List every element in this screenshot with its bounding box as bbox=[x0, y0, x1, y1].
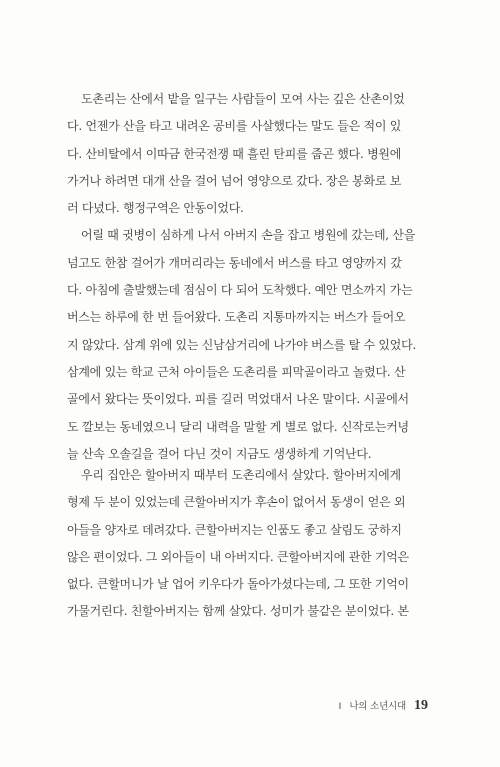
text-line: 않은 편이었다. 그 외아들이 내 아버지다. 큰할아버지에 관한 기억은 bbox=[67, 549, 409, 564]
text-line: 아들을 양자로 데려갔다. 큰할아버지는 인품도 좋고 살림도 궁하지 bbox=[67, 522, 402, 537]
text-line: 늘 산속 오솔길을 걸어 다닌 것이 지금도 생생하게 기억난다. bbox=[67, 446, 372, 461]
text-line: 다. 언젠가 산을 타고 내려온 공비를 사살했다는 말도 들은 적이 있 bbox=[67, 119, 402, 134]
footer-separator: I bbox=[338, 702, 342, 712]
text-line: 다. 아침에 출발했는데 점심이 다 되어 도착했다. 예안 면소까지 가는 bbox=[67, 283, 413, 298]
text-line: 어릴 때 귓병이 심하게 나서 아버지 손을 잡고 병원에 갔는데, 산을 bbox=[81, 228, 416, 243]
text-line: 형제 두 분이 있었는데 큰할아버지가 후손이 없어서 동생이 얻은 외 bbox=[67, 495, 406, 510]
text-line: 골에서 왔다는 뜻이었다. 피를 길러 먹었대서 나온 말이다. 시골에서 bbox=[67, 392, 409, 407]
text-line: 없다. 큰할머니가 날 업어 키우다가 돌아가셨다는데, 그 또한 기억이 bbox=[67, 577, 409, 592]
text-line: 버스는 하루에 한 번 들어왔다. 도촌리 지통마까지는 버스가 들어오 bbox=[67, 310, 406, 325]
text-line: 러 다녔다. 행정구역은 안동이었다. bbox=[67, 201, 244, 216]
text-line: 넘고도 한참 걸어가 개머리라는 동네에서 버스를 타고 영양까지 갔 bbox=[67, 255, 402, 270]
page-number: 19 bbox=[414, 698, 428, 713]
text-line: 삼계에 있는 학교 근처 아이들은 도촌리를 피막골이라고 놀렸다. 산 bbox=[67, 364, 406, 379]
text-line: 다. 산비탈에서 이따금 한국전쟁 때 흘린 탄피를 줍곤 했다. 병원에 bbox=[67, 146, 402, 161]
text-line: 지 않았다. 삼계 위에 있는 신남삼거리에 나가야 버스를 탈 수 있었다. bbox=[67, 337, 417, 352]
text-line: 우리 집안은 할아버지 때부터 도촌리에서 살았다. 할아버지에게 bbox=[81, 468, 401, 482]
text-line: 가거나 하려면 대개 산을 걸어 넘어 영양으로 갔다. 장은 봉화로 보 bbox=[67, 173, 402, 188]
text-line: 도촌리는 산에서 밭을 일구는 사람들이 모여 사는 깊은 산촌이었 bbox=[81, 92, 405, 106]
paragraph-1 bbox=[67, 86, 437, 468]
chapter-title: 나의 소년시대 bbox=[349, 701, 406, 712]
text-line: 가물거린다. 친할아버지는 함께 살았다. 성미가 불같은 분이었다. 본 bbox=[67, 604, 409, 619]
text-line: 도 깔보는 동네였으니 달리 내력을 말할 게 별로 없다. 신작로는커녕 bbox=[67, 419, 409, 434]
paragraph-2 bbox=[67, 462, 437, 626]
page-footer bbox=[339, 698, 428, 714]
